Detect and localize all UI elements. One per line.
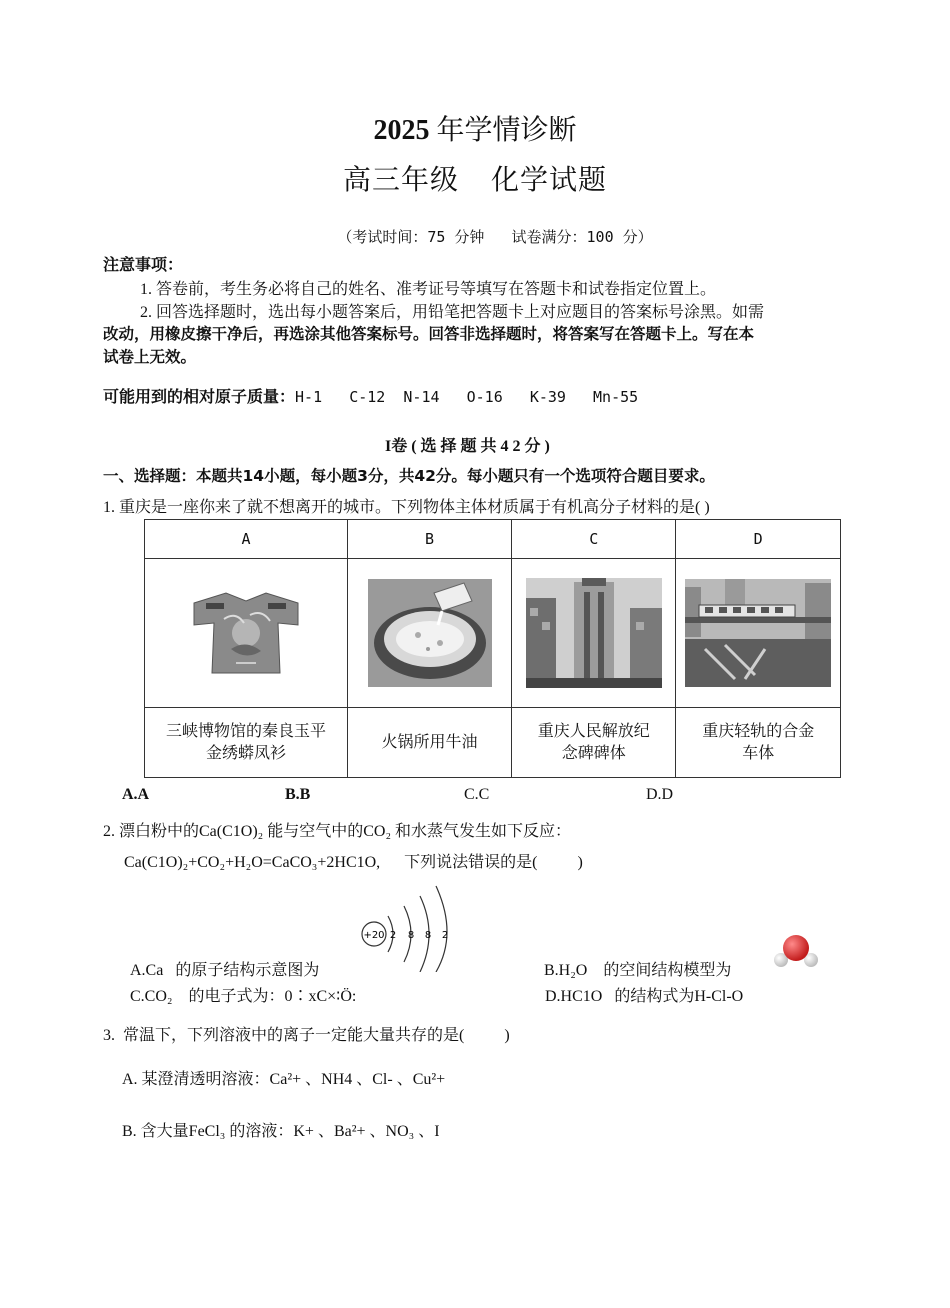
notice-item-1: 1. 答卷前，考生务必将自己的姓名、准考证号等填写在答题卡和试卷指定位置上。 [140,281,717,298]
option-b-caption: 火锅所用牛油 [348,708,512,778]
question-3-option-a: A. 某澄清透明溶液：Ca²+ 、NH4 、Cl- 、Cu²+ [122,1071,446,1088]
calcium-atom-structure-diagram [358,880,458,972]
question-3-option-b: B. 含大量FeCl₃ 的溶液：K+ 、Ba²+ 、NO₃ 、I [122,1123,440,1140]
section-title: I卷 ( 选 择 题 共 4 2 分 ) [385,438,550,455]
hotpot-image [368,579,492,687]
question-1-options-table [144,519,841,778]
option-b-image-cell [348,559,512,708]
answer-option-a: A.A [122,786,150,803]
question-3-stem: 3. 常温下，下列溶液中的离子一定能大量共存的是( ) [103,1027,510,1044]
option-d-image-cell [676,559,841,708]
answer-option-c: C.C [464,786,490,803]
notice-heading: 注意事项： [103,255,184,274]
atomic-masses-values: H-1 C-12 N-14 O-16 K-39 Mn-55 [295,388,639,406]
atomic-masses [103,384,638,407]
section-instruction: 一、选择题：本题共14小题，每小题3分，共42分。每小题只有一个选项符合题目要求。 [103,467,715,485]
question-2-option-a: A.Ca 的原子结构示意图为 [130,962,320,979]
shell-2-electrons: 8 [407,930,415,941]
option-d-header: D [676,520,841,559]
notice-item-2-line-3: 试卷上无效。 [103,348,197,366]
option-d-caption: 重庆轻轨的合金 车体 [676,708,841,778]
answer-option-b: B.B [285,786,311,803]
exam-title-rest: 年学情诊断 [436,115,577,146]
embroidered-robe-image [186,589,306,677]
exam-info: （考试时间：75 分钟 试卷满分：100 分） [337,228,653,246]
option-a-header: A [145,520,348,559]
shell-3-electrons: 8 [424,930,432,941]
liberation-monument-image [526,578,662,688]
shell-1-electrons: 2 [389,930,397,941]
question-2-stem: 2. 漂白粉中的Ca(C1O)₂ 能与空气中的CO₂ 和水蒸气发生如下反应： [103,823,572,840]
atom-nucleus-label: +20 [363,930,385,941]
option-c-caption: 重庆人民解放纪 念碑碑体 [512,708,676,778]
exam-title [0,108,950,148]
light-rail-image [685,579,831,687]
exam-subtitle: 高三年级 化学试题 [342,165,607,196]
water-molecule-model [773,932,819,972]
question-1-stem: 1. 重庆是一座你来了就不想离开的城市。下列物体主体材质属于有机高分子材料的是( ) [103,499,710,516]
option-c-header: C [512,520,676,559]
question-2-option-b: B.H₂O 的空间结构模型为 [544,962,732,979]
option-b-header: B [348,520,512,559]
notice-item-2-line-1: 2. 回答选择题时，选出每小题答案后，用铅笔把答题卡上对应题目的答案标号涂黑。如需 [140,304,765,321]
option-a-image-cell [145,559,348,708]
question-2-equation: Ca(C1O)₂+CO₂+H₂O=CaCO₃+2HC1O, 下列说法错误的是( ) [124,854,583,871]
question-2-option-c: C.CO₂ 的电子式为：0∶xC×∶Ö: [130,988,357,1005]
option-c-image-cell [512,559,676,708]
option-a-caption: 三峡博物馆的秦良玉平 金绣蟒凤衫 [145,708,348,778]
atomic-masses-label: 可能用到的相对原子质量： [103,387,296,406]
question-2-option-d: D.HC1O 的结构式为H-Cl-O [545,988,744,1005]
notice-item-2-line-2: 改动，用橡皮擦干净后，再选涂其他答案标号。回答非选择题时，将答案写在答题卡上。写在本 [103,325,755,343]
answer-option-d: D.D [646,786,674,803]
exam-year: 2025 [373,115,430,146]
shell-4-electrons: 2 [441,930,449,941]
